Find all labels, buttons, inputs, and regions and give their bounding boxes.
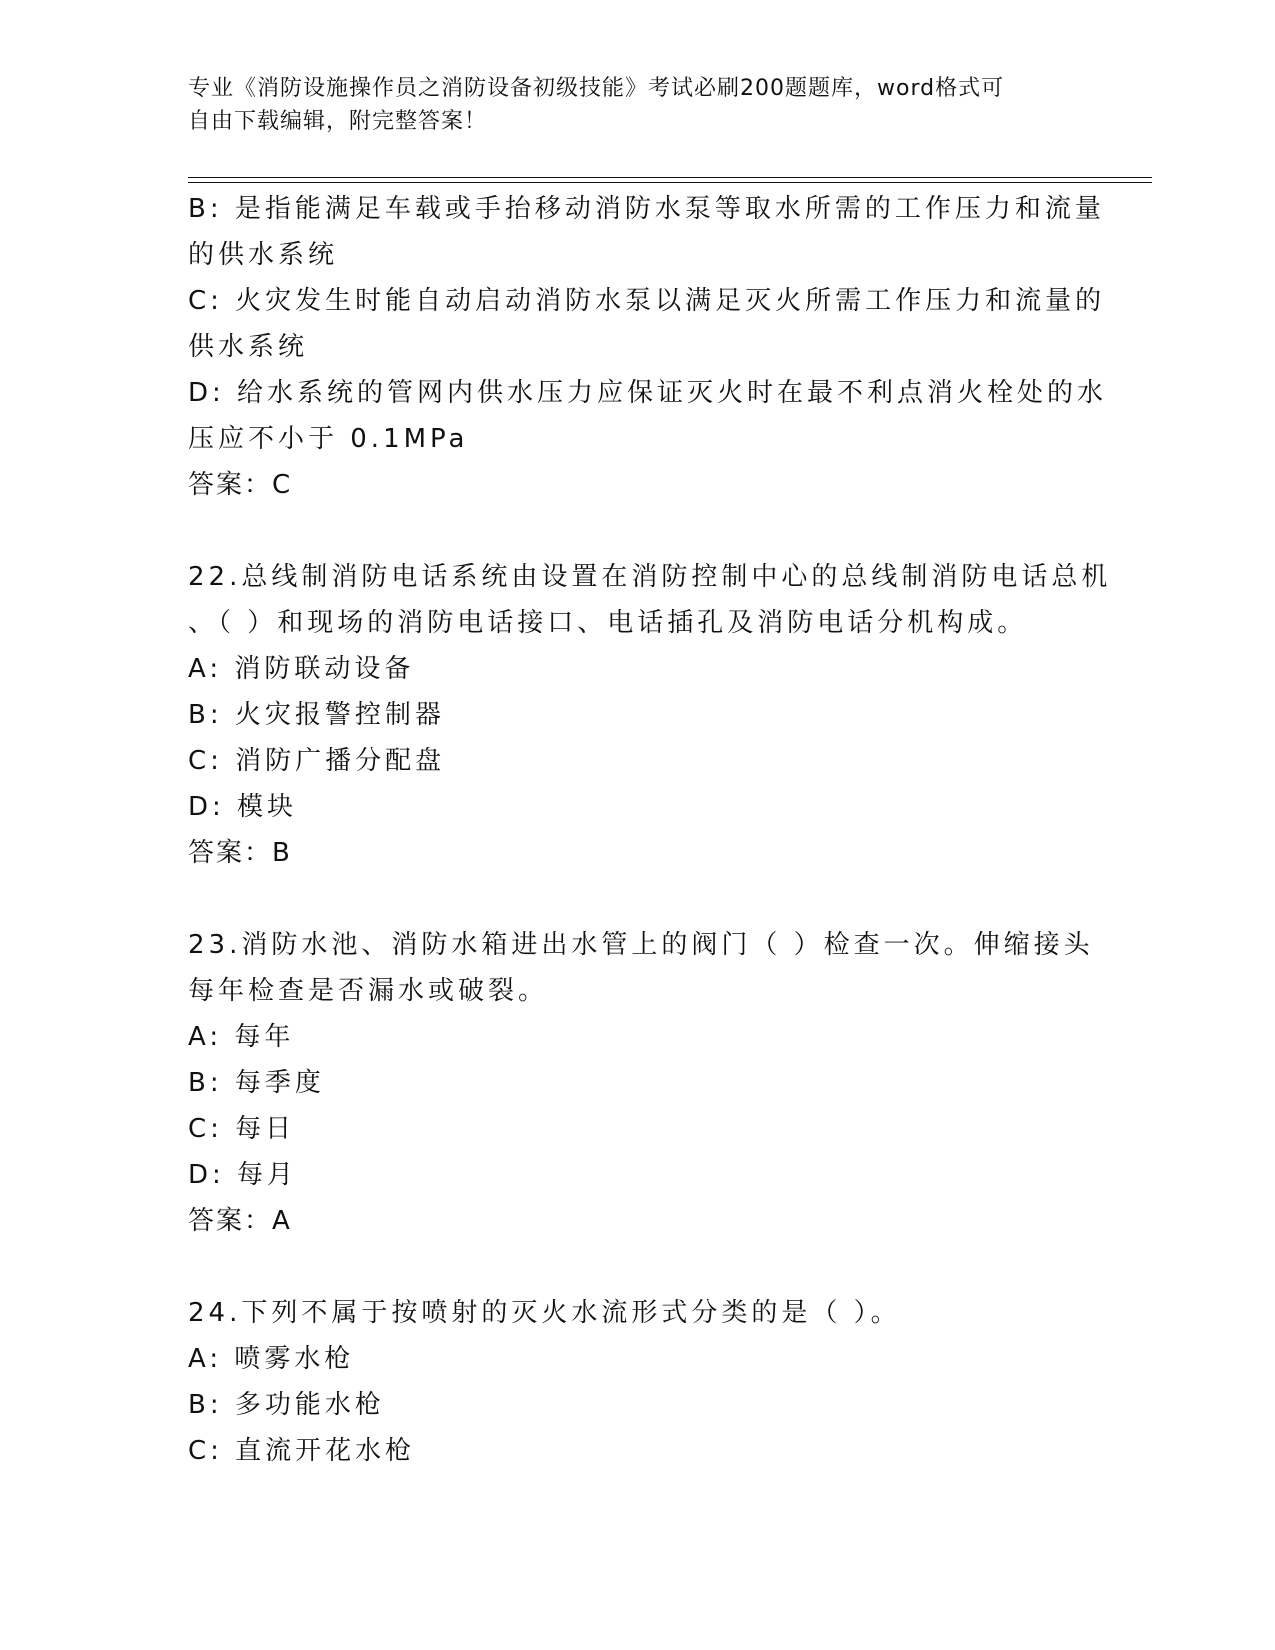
spacer: [188, 876, 1088, 922]
header-rule-bottom: [188, 182, 1152, 183]
question-23-option-a: A: 每年: [188, 1022, 295, 1052]
option-d-line-1: D: 给水系统的管网内供水压力应保证灭火时在最不利点消火栓处的水: [188, 378, 1108, 408]
question-24-option-a: A: 喷雾水枪: [188, 1344, 355, 1374]
question-22-stem-line-2: 、（ ）和现场的消防电话接口、电话插孔及消防电话分机构成。: [188, 608, 1028, 638]
question-23-option-d: D: 每月: [188, 1160, 298, 1190]
spacer: [188, 508, 1088, 554]
question-24-option-c: C: 直流开花水枪: [188, 1436, 416, 1466]
question-23: [188, 922, 1094, 1244]
header-rule-top: [188, 177, 1152, 178]
question-23-stem-line-2: 每年检查是否漏水或破裂。: [188, 976, 549, 1006]
document-header: [188, 72, 1068, 138]
question-22-option-d: D: 模块: [188, 792, 298, 822]
question-23-option-c: C: 每日: [188, 1114, 296, 1144]
spacer: [188, 1244, 1088, 1290]
question-23-stem-line-1: 23.消防水池、消防水箱进出水管上的阀门（ ）检查一次。伸缩接头: [188, 930, 1094, 960]
answer-21: 答案：C: [188, 470, 293, 500]
question-22-option-b: B: 火灾报警控制器: [188, 700, 445, 730]
question-22-stem-line-1: 22.总线制消防电话系统由设置在消防控制中心的总线制消防电话总机: [188, 562, 1112, 592]
question-22-option-a: A: 消防联动设备: [188, 654, 415, 684]
header-line-2: 自由下载编辑，附完整答案！: [188, 109, 488, 134]
option-b-line-2: 的供水系统: [188, 240, 339, 270]
question-23-option-b: B: 每季度: [188, 1068, 325, 1098]
question-24-stem-line-1: 24.下列不属于按喷射的灭火水流形式分类的是（ ）。: [188, 1298, 901, 1328]
question-list: [188, 186, 1112, 1474]
option-c-line-2: 供水系统: [188, 332, 309, 362]
question-22-option-c: C: 消防广播分配盘: [188, 746, 446, 776]
option-d-line-2: 压应不小于 0.1MPa: [188, 424, 469, 454]
question-24: [188, 1290, 1088, 1474]
question-22: [188, 554, 1112, 876]
answer-23: 答案：A: [188, 1206, 292, 1236]
header-line-1: 专业《消防设施操作员之消防设备初级技能》考试必刷200题题库，word格式可: [188, 76, 1005, 101]
question-21-continued: [188, 186, 1108, 508]
question-24-option-b: B: 多功能水枪: [188, 1390, 385, 1420]
answer-22: 答案：B: [188, 838, 292, 868]
option-c-line-1: C: 火灾发生时能自动启动消防水泵以满足灭火所需工作压力和流量的: [188, 286, 1106, 316]
option-b-line-1: B: 是指能满足车载或手抬移动消防水泵等取水所需的工作压力和流量: [188, 194, 1105, 224]
